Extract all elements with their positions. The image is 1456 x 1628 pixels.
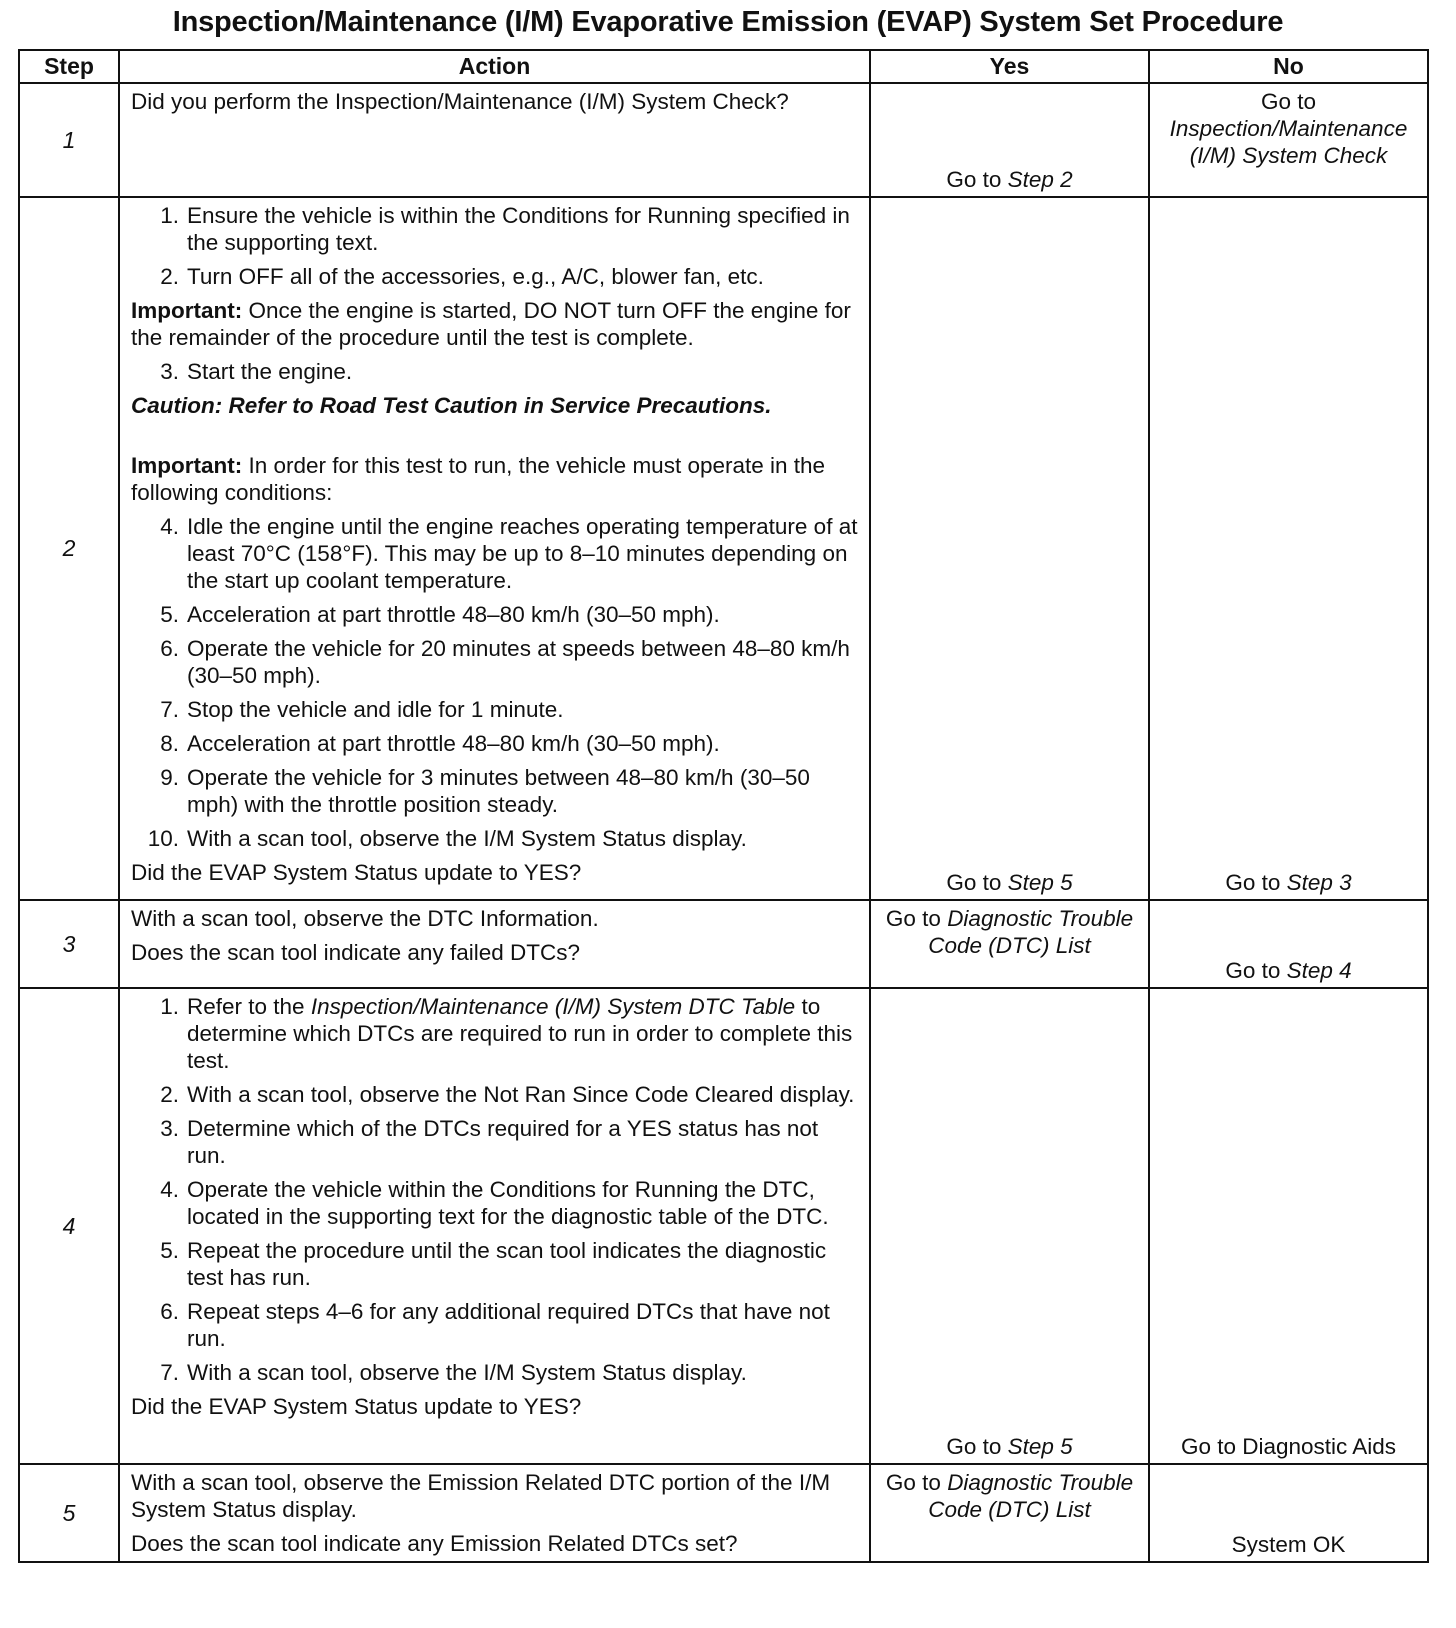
table-row: [19, 988, 1428, 1464]
no-link[interactable]: Go to Inspection/Maintenance (I/M) System Check: [1169, 89, 1408, 168]
header-no: No: [1149, 50, 1428, 83]
step-number: 3: [19, 900, 119, 988]
list-item: 2. With a scan tool, observe the Not Ran Since Code Cleared display.: [160, 1082, 855, 1107]
no-cell: [1149, 900, 1428, 988]
yes-link[interactable]: Go to Diagnostic Trouble Code (DTC) List: [885, 906, 1134, 958]
yes-cell: [870, 900, 1149, 988]
question-text: Does the scan tool indicate any Emission Related DTCs set?: [131, 1531, 738, 1556]
header-action: Action: [119, 50, 870, 83]
yes-cell: [870, 197, 1149, 900]
list-item: 9. Operate the vehicle for 3 minutes between 48–80 km/h (30–50 mph) with the throttle position steady.: [160, 765, 810, 817]
table-row: [19, 900, 1428, 988]
question-text: Does the scan tool indicate any failed DTCs?: [131, 940, 580, 965]
yes-cell: [870, 83, 1149, 197]
yes-cell: [870, 1464, 1149, 1562]
procedure-table: [18, 49, 1429, 1563]
list-item: 3. Determine which of the DTCs required for a YES status has not run.: [160, 1116, 819, 1168]
step-number: 1: [19, 83, 119, 197]
action-list: [131, 202, 861, 290]
list-item: 8. Acceleration at part throttle 48–80 km/h (30–50 mph).: [160, 731, 720, 756]
yes-link[interactable]: Go to Step 5: [946, 1434, 1073, 1459]
yes-link[interactable]: Go to Step 2: [946, 167, 1073, 192]
no-result: System OK: [1231, 1532, 1346, 1557]
step-number: 2: [19, 197, 119, 900]
action-cell: [119, 900, 870, 988]
yes-cell: [870, 988, 1149, 1464]
list-item: 4. Idle the engine until the engine reaches operating temperature of at least 70°C (158°F). This may be up to 8–10 minutes depending on the start up coolant temperature.: [160, 514, 858, 593]
table-row: [19, 1464, 1428, 1562]
action-cell: [119, 197, 870, 900]
caution-note: Caution: Refer to Road Test Caution in Service Precautions.: [131, 393, 772, 418]
step-number: 4: [19, 988, 119, 1464]
list-item: 5. Acceleration at part throttle 48–80 km/h (30–50 mph).: [160, 602, 720, 627]
no-cell: [1149, 988, 1428, 1464]
list-item: 3. Start the engine.: [160, 359, 353, 384]
no-link[interactable]: Go to Diagnostic Aids: [1180, 1434, 1397, 1459]
list-item: 1. Refer to the Inspection/Maintenance (I/M) System DTC Table to determine which DTCs are required to run in order to complete this test.: [160, 994, 853, 1073]
list-item: 6. Repeat steps 4–6 for any additional required DTCs that have not run.: [160, 1299, 830, 1351]
important-note: Important: In order for this test to run, the vehicle must operate in the following conditions:: [131, 453, 826, 505]
action-cell: [119, 988, 870, 1464]
action-cell: [119, 83, 870, 197]
important-note: Important: Once the engine is started, DO NOT turn OFF the engine for the remainder of the procedure until the test is complete.: [131, 298, 851, 350]
list-item: 2. Turn OFF all of the accessories, e.g., A/C, blower fan, etc.: [160, 264, 764, 289]
no-link[interactable]: Go to Step 3: [1225, 870, 1352, 895]
list-item: 6. Operate the vehicle for 20 minutes at speeds between 48–80 km/h (30–50 mph).: [160, 636, 850, 688]
no-cell: [1149, 197, 1428, 900]
action-list: [131, 358, 861, 385]
yes-link[interactable]: Go to Diagnostic Trouble Code (DTC) List: [885, 1470, 1134, 1522]
action-list: [131, 513, 861, 852]
page-title: Inspection/Maintenance (I/M) Evaporative Emission (EVAP) System Set Procedure: [172, 6, 1284, 38]
list-item: 7. With a scan tool, observe the I/M System Status display.: [160, 1360, 747, 1385]
step-number: 5: [19, 1464, 119, 1562]
table-row: [19, 197, 1428, 900]
list-item: 1. Ensure the vehicle is within the Conditions for Running specified in the supporting text.: [160, 203, 850, 255]
question-text: Did you perform the Inspection/Maintenance (I/M) System Check?: [131, 89, 789, 114]
instruction-text: With a scan tool, observe the DTC Information.: [131, 906, 599, 931]
no-cell: [1149, 83, 1428, 197]
list-item: 7. Stop the vehicle and idle for 1 minute.: [160, 697, 564, 722]
header-step: Step: [19, 50, 119, 83]
instruction-text: With a scan tool, observe the Emission Related DTC portion of the I/M System Status display.: [131, 1470, 831, 1522]
no-cell: [1149, 1464, 1428, 1562]
dtc-table-link[interactable]: Inspection/Maintenance (I/M) System DTC Table: [310, 994, 796, 1019]
question-text: Did the EVAP System Status update to YES?: [131, 1394, 582, 1419]
list-item: 5. Repeat the procedure until the scan tool indicates the diagnostic test has run.: [160, 1238, 827, 1290]
table-header-row: [19, 50, 1428, 83]
action-list: [131, 993, 861, 1386]
table-row: [19, 83, 1428, 197]
list-item: 4. Operate the vehicle within the Conditions for Running the DTC, located in the supporting text for the diagnostic table of the DTC.: [160, 1177, 829, 1229]
no-link[interactable]: Go to Step 4: [1225, 958, 1352, 983]
list-item: 10. With a scan tool, observe the I/M System Status display.: [147, 826, 747, 851]
yes-link[interactable]: Go to Step 5: [946, 870, 1073, 895]
action-cell: [119, 1464, 870, 1562]
question-text: Did the EVAP System Status update to YES?: [131, 860, 582, 885]
header-yes: Yes: [870, 50, 1149, 83]
